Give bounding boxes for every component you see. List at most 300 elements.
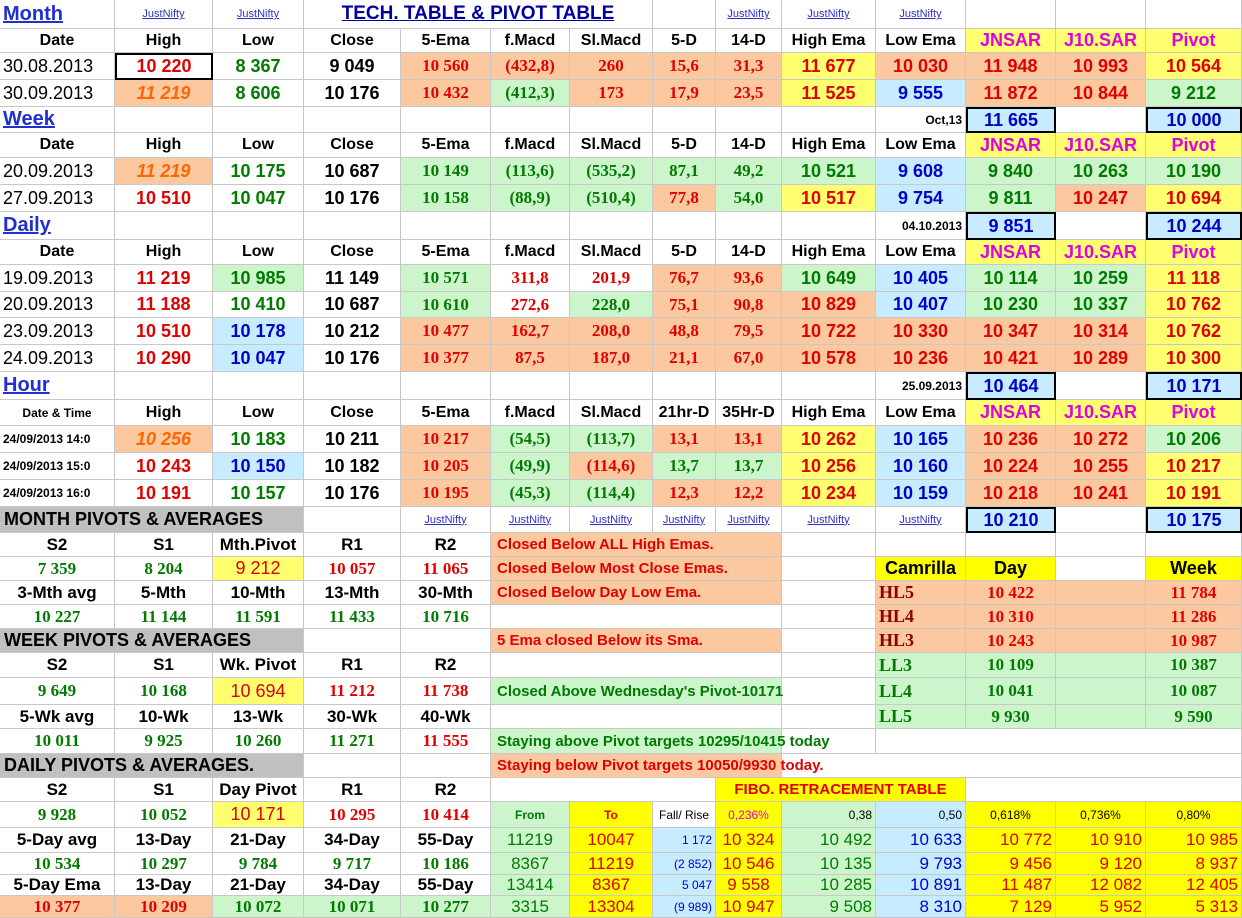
data-cell: 10 256 xyxy=(115,426,213,453)
column-header-jnsar: JNSAR xyxy=(966,400,1056,426)
column-header-slmacd: Sl.Macd xyxy=(570,400,653,426)
section-band-month-pivots: MONTH PIVOTS & AVERAGES xyxy=(0,507,304,533)
pivot-label: 13-Day xyxy=(115,828,213,853)
cell-23 xyxy=(782,212,876,240)
pivot-label: R1 xyxy=(304,778,401,802)
note-text: Staying above Pivot targets 10295/10415 today xyxy=(491,729,782,754)
data-cell: 10 578 xyxy=(782,345,876,372)
data-cell: 10 521 xyxy=(782,158,876,185)
pivot-label: 3-Mth avg xyxy=(0,581,115,605)
column-header-j10sar: J10.SAR xyxy=(1056,400,1146,426)
data-cell: 11 149 xyxy=(304,265,401,292)
section-title-week: Week xyxy=(0,107,115,133)
data-cell: 10 337 xyxy=(1056,292,1146,318)
note-text: Closed Below Most Close Emas. xyxy=(491,557,782,581)
cell-4 xyxy=(1146,0,1242,29)
target-pivot: 10 171 xyxy=(1146,372,1242,400)
column-header-fmacd: f.Macd xyxy=(491,133,570,158)
cell-18 xyxy=(401,212,491,240)
data-cell: 10 247 xyxy=(1056,185,1146,212)
data-cell: 12,2 xyxy=(716,480,782,507)
data-cell: 10 176 xyxy=(304,80,401,107)
pivot-label: S1 xyxy=(115,533,213,557)
camrilla-level: LL4 xyxy=(876,678,966,705)
fibo-header: To xyxy=(570,802,653,828)
row-date: 27.09.2013 xyxy=(0,185,115,212)
pivot-value: 11 212 xyxy=(304,678,401,705)
column-header-pivot: Pivot xyxy=(1146,133,1242,158)
data-cell: (412,3) xyxy=(491,80,570,107)
pivot-label: R2 xyxy=(401,778,491,802)
cell-3 xyxy=(1056,0,1146,29)
fibo-from: 3315 xyxy=(491,896,570,918)
column-header-d14: 14-D xyxy=(716,29,782,53)
column-header-pivot: Pivot xyxy=(1146,400,1242,426)
data-cell: 20.09.2013 xyxy=(0,292,115,318)
target-jnsar: 10 464 xyxy=(966,372,1056,400)
data-cell: 93,6 xyxy=(716,265,782,292)
cell-52 xyxy=(1056,705,1146,729)
data-cell: 10 256 xyxy=(782,453,876,480)
pivot-label: 34-Day xyxy=(304,875,401,896)
camrilla-day-value: 9 930 xyxy=(966,705,1056,729)
pivot-value: 10 534 xyxy=(0,853,115,875)
cell-24 xyxy=(1056,212,1146,240)
data-cell: 15,6 xyxy=(653,53,716,80)
cell-47 xyxy=(1056,581,1146,605)
pivot-value: 11 433 xyxy=(304,605,401,629)
justnifty-link[interactable]: JustNifty xyxy=(716,0,782,29)
pivot-value: 10 071 xyxy=(304,896,401,918)
cell-9 xyxy=(491,107,570,133)
section-title-daily: Daily xyxy=(0,212,115,240)
camrilla-week-value: 10 387 xyxy=(1146,653,1242,678)
pivot-value: 10 414 xyxy=(401,802,491,828)
pivot-value: 7 359 xyxy=(0,557,115,581)
camrilla-week-value: 10 087 xyxy=(1146,678,1242,705)
pivot-value: 10 011 xyxy=(0,729,115,754)
pivot-label: 55-Day xyxy=(401,828,491,853)
cell-35 xyxy=(304,507,401,533)
pivot-value: 10 052 xyxy=(115,802,213,828)
data-cell: 10 259 xyxy=(1056,265,1146,292)
data-cell: 10 722 xyxy=(782,318,876,345)
pivot-label: 10-Mth xyxy=(213,581,304,605)
data-cell: 10 762 xyxy=(1146,292,1242,318)
data-cell: 10 236 xyxy=(966,426,1056,453)
cell-10 xyxy=(570,107,653,133)
data-cell: 10 191 xyxy=(1146,480,1242,507)
pivot-value: 10 168 xyxy=(115,678,213,705)
column-header-slmacd: Sl.Macd xyxy=(570,240,653,265)
column-header-pivot: Pivot xyxy=(1146,29,1242,53)
column-header-low: Low xyxy=(213,29,304,53)
cell-44 xyxy=(1056,533,1146,557)
data-cell: 187,0 xyxy=(570,345,653,372)
data-cell: 10 191 xyxy=(115,480,213,507)
fibo-from: 13414 xyxy=(491,875,570,896)
data-cell: 10 300 xyxy=(1146,345,1242,372)
fibo-header: Fall/ Rise xyxy=(653,802,716,828)
data-cell: 10 694 xyxy=(1146,185,1242,212)
fibo-level: 12 405 xyxy=(1146,875,1242,896)
column-header-jnsar: JNSAR xyxy=(966,29,1056,53)
data-cell: 10 560 xyxy=(401,53,491,80)
cell-61 xyxy=(782,729,876,754)
camrilla-title: Camrilla xyxy=(876,557,966,581)
data-cell: 10 205 xyxy=(401,453,491,480)
pivot-label: Wk. Pivot xyxy=(213,653,304,678)
cell-63 xyxy=(304,754,401,778)
cell-19 xyxy=(491,212,570,240)
data-cell: 79,5 xyxy=(716,318,782,345)
data-cell: (114,4) xyxy=(570,480,653,507)
data-cell: 162,7 xyxy=(491,318,570,345)
column-header-close: Close xyxy=(304,133,401,158)
section-band-daily-pivots: DAILY PIVOTS & AVERAGES. xyxy=(0,754,304,778)
fibo-to: 8367 xyxy=(570,875,653,896)
data-cell: 23,5 xyxy=(716,80,782,107)
pivot-value: 9 928 xyxy=(0,802,115,828)
camrilla-week-value: 10 987 xyxy=(1146,629,1242,653)
note-text: 5 Ema closed Below its Sma. xyxy=(491,629,782,653)
target-date: 04.10.2013 xyxy=(876,212,966,240)
pivot-value: 10 186 xyxy=(401,853,491,875)
data-cell: 48,8 xyxy=(653,318,716,345)
data-cell: 10 030 xyxy=(876,53,966,80)
fibo-level: 5 952 xyxy=(1056,896,1146,918)
column-header-high: High xyxy=(115,400,213,426)
cell-50 xyxy=(1056,653,1146,678)
data-cell: 10 262 xyxy=(782,426,876,453)
cell-49 xyxy=(1056,629,1146,653)
fibo-fall-rise: (9 989) xyxy=(653,896,716,918)
cell-1 xyxy=(653,0,716,29)
pivot-label: 30-Mth xyxy=(401,581,491,605)
data-cell: 10 564 xyxy=(1146,53,1242,80)
data-cell: 10 272 xyxy=(1056,426,1146,453)
note-text: Closed Above Wednesday's Pivot-10171 xyxy=(491,678,782,705)
cell-2 xyxy=(966,0,1056,29)
data-cell: 10 829 xyxy=(782,292,876,318)
cell-6 xyxy=(213,107,304,133)
cell-38 xyxy=(782,533,876,557)
data-cell: 11 188 xyxy=(115,292,213,318)
data-cell: 10 571 xyxy=(401,265,491,292)
data-cell: 10 224 xyxy=(966,453,1056,480)
data-cell: 10 195 xyxy=(401,480,491,507)
pivot-label: 5-Day Ema xyxy=(0,875,115,896)
cell-39 xyxy=(782,557,876,581)
data-cell: 311,8 xyxy=(491,265,570,292)
data-cell: 10 255 xyxy=(1056,453,1146,480)
note-text: Staying below Pivot targets 10050/9930 today. xyxy=(491,754,782,778)
column-header-high_ema: High Ema xyxy=(782,240,876,265)
column-header-low_ema: Low Ema xyxy=(876,240,966,265)
pivot-value: 10 295 xyxy=(304,802,401,828)
pivot-value: 9 717 xyxy=(304,853,401,875)
cell-37 xyxy=(491,605,782,629)
target-jnsar: 10 210 xyxy=(966,507,1056,533)
column-header-hr21: 21hr-D xyxy=(653,400,716,426)
target-pivot: 10 000 xyxy=(1146,107,1242,133)
cell-8 xyxy=(401,107,491,133)
data-cell: 24.09.2013 xyxy=(0,345,115,372)
data-cell: 10 510 xyxy=(115,185,213,212)
fibo-to: 10047 xyxy=(570,828,653,853)
pivot-value: 10 057 xyxy=(304,557,401,581)
column-header-date: Date xyxy=(0,29,115,53)
data-cell: (535,2) xyxy=(570,158,653,185)
data-cell: 10 844 xyxy=(1056,80,1146,107)
justnifty-link[interactable]: JustNifty xyxy=(876,507,966,533)
data-cell: 10 290 xyxy=(115,345,213,372)
data-cell: 23.09.2013 xyxy=(0,318,115,345)
pivot-value: 9 925 xyxy=(115,729,213,754)
data-cell: 77,8 xyxy=(653,185,716,212)
data-cell: 87,5 xyxy=(491,345,570,372)
data-cell: 10 347 xyxy=(966,318,1056,345)
data-cell: (113,6) xyxy=(491,158,570,185)
pivot-value: 10 209 xyxy=(115,896,213,918)
data-cell: 10 211 xyxy=(304,426,401,453)
data-cell: 31,3 xyxy=(716,53,782,80)
data-cell: 9 555 xyxy=(876,80,966,107)
data-cell: 10 047 xyxy=(213,345,304,372)
row-date: 30.09.2013 xyxy=(0,80,115,107)
note-text: Closed Below Day Low Ema. xyxy=(491,581,782,605)
pivot-value: 10 072 xyxy=(213,896,304,918)
column-header-high: High xyxy=(115,29,213,53)
column-header-d5: 5-D xyxy=(653,240,716,265)
column-header-d5: 5-D xyxy=(653,133,716,158)
data-cell: 10 432 xyxy=(401,80,491,107)
fibo-level: 12 082 xyxy=(1056,875,1146,896)
data-cell: 10 236 xyxy=(876,345,966,372)
data-cell: 10 410 xyxy=(213,292,304,318)
data-cell: 10 421 xyxy=(966,345,1056,372)
cell-29 xyxy=(491,372,570,400)
cell-13 xyxy=(782,107,876,133)
data-cell: 10 517 xyxy=(782,185,876,212)
pivot-label: 10-Wk xyxy=(115,705,213,729)
cell-64 xyxy=(401,754,491,778)
data-cell: 12,3 xyxy=(653,480,716,507)
cell-15 xyxy=(115,212,213,240)
fibo-level: 11 487 xyxy=(966,875,1056,896)
camrilla-day-value: 10 109 xyxy=(966,653,1056,678)
pivot-label: R1 xyxy=(304,653,401,678)
data-cell: 24/09/2013 15:0 xyxy=(0,453,115,480)
data-cell: 10 190 xyxy=(1146,158,1242,185)
pivot-label: S1 xyxy=(115,653,213,678)
data-cell: 8 367 xyxy=(213,53,304,80)
pivot-label: S1 xyxy=(115,778,213,802)
pivot-label: 55-Day xyxy=(401,875,491,896)
pivot-label: R2 xyxy=(401,653,491,678)
data-cell: 10 047 xyxy=(213,185,304,212)
column-header-low_ema: Low Ema xyxy=(876,133,966,158)
fibo-from: 11219 xyxy=(491,828,570,853)
data-cell: 17,9 xyxy=(653,80,716,107)
fibo-level: 5 313 xyxy=(1146,896,1242,918)
pivot-label: R1 xyxy=(304,533,401,557)
data-cell: 272,6 xyxy=(491,292,570,318)
justnifty-link[interactable]: JustNifty xyxy=(876,0,966,29)
data-cell: 11 948 xyxy=(966,53,1056,80)
data-cell: 201,9 xyxy=(570,265,653,292)
data-cell: 10 407 xyxy=(876,292,966,318)
data-cell: 10 114 xyxy=(966,265,1056,292)
fibo-to: 13304 xyxy=(570,896,653,918)
fibo-level: 9 558 xyxy=(716,875,782,896)
column-header-ema5: 5-Ema xyxy=(401,400,491,426)
cell-26 xyxy=(213,372,304,400)
justnifty-link[interactable]: JustNifty xyxy=(782,0,876,29)
pivot-label: 5-Day avg xyxy=(0,828,115,853)
cell-54 xyxy=(401,629,491,653)
data-cell: 10 230 xyxy=(966,292,1056,318)
fibo-level: 9 456 xyxy=(966,853,1056,875)
column-header-fmacd: f.Macd xyxy=(491,400,570,426)
cell-5 xyxy=(115,107,213,133)
row-date: 30.08.2013 xyxy=(0,53,115,80)
fibo-header: 0,736% xyxy=(1056,802,1146,828)
camrilla-level: HL4 xyxy=(876,605,966,629)
section-title-hour: Hour xyxy=(0,372,115,400)
pivot-label: 13-Mth xyxy=(304,581,401,605)
fibo-header: 0,50 xyxy=(876,802,966,828)
data-cell: 10 217 xyxy=(1146,453,1242,480)
data-cell: (88,9) xyxy=(491,185,570,212)
data-cell: 10 687 xyxy=(304,158,401,185)
justnifty-link[interactable]: JustNifty xyxy=(716,507,782,533)
fibo-level: 10 324 xyxy=(716,828,782,853)
column-header-jnsar: JNSAR xyxy=(966,240,1056,265)
fibo-title: FIBO. RETRACEMENT TABLE xyxy=(716,778,966,802)
pivot-value: 9 784 xyxy=(213,853,304,875)
data-cell: 9 754 xyxy=(876,185,966,212)
data-cell: 10 510 xyxy=(115,318,213,345)
data-cell: 10 159 xyxy=(876,480,966,507)
justnifty-link[interactable]: JustNifty xyxy=(213,0,304,29)
data-cell: 13,1 xyxy=(653,426,716,453)
cell-36 xyxy=(1056,507,1146,533)
data-cell: 24/09/2013 14:0 xyxy=(0,426,115,453)
data-cell: 10 263 xyxy=(1056,158,1146,185)
data-cell: 10 183 xyxy=(213,426,304,453)
row-date: 20.09.2013 xyxy=(0,158,115,185)
fibo-level: 9 793 xyxy=(876,853,966,875)
cell-56 xyxy=(491,653,782,678)
justnifty-link[interactable]: JustNifty xyxy=(491,507,570,533)
fibo-fall-rise: (2 852) xyxy=(653,853,716,875)
data-cell: 10 150 xyxy=(213,453,304,480)
column-header-low_ema: Low Ema xyxy=(876,400,966,426)
cell-21 xyxy=(653,212,716,240)
column-header-ema5: 5-Ema xyxy=(401,240,491,265)
cell-41 xyxy=(782,605,876,629)
justnifty-link[interactable]: JustNifty xyxy=(115,0,213,29)
justnifty-link[interactable]: JustNifty xyxy=(401,507,491,533)
data-cell: 10 175 xyxy=(213,158,304,185)
pivot-label: 21-Day xyxy=(213,875,304,896)
column-header-date: Date xyxy=(0,240,115,265)
justnifty-link[interactable]: JustNifty xyxy=(653,507,716,533)
camrilla-level: LL5 xyxy=(876,705,966,729)
camrilla-day-value: 10 422 xyxy=(966,581,1056,605)
data-cell: (49,9) xyxy=(491,453,570,480)
target-pivot: 10 244 xyxy=(1146,212,1242,240)
data-cell: (54,5) xyxy=(491,426,570,453)
data-cell: 10 218 xyxy=(966,480,1056,507)
column-header-j10sar: J10.SAR xyxy=(1056,133,1146,158)
pivot-value: 9 212 xyxy=(213,557,304,581)
note-text: Closed Below ALL High Emas. xyxy=(491,533,782,557)
fibo-header: 0,236% xyxy=(716,802,782,828)
pivot-value: 10 171 xyxy=(213,802,304,828)
column-header-d14: 14-D xyxy=(716,133,782,158)
cell-25 xyxy=(115,372,213,400)
fibo-level: 9 120 xyxy=(1056,853,1146,875)
fibo-level: 10 985 xyxy=(1146,828,1242,853)
column-header-ema5: 5-Ema xyxy=(401,29,491,53)
data-cell: 24/09/2013 16:0 xyxy=(0,480,115,507)
data-cell: 10 985 xyxy=(213,265,304,292)
data-cell: (432,8) xyxy=(491,53,570,80)
pivot-value: 10 297 xyxy=(115,853,213,875)
data-cell: 10 687 xyxy=(304,292,401,318)
cell-53 xyxy=(304,629,401,653)
pivot-label: S2 xyxy=(0,533,115,557)
data-cell: 10 243 xyxy=(115,453,213,480)
data-cell: 11 677 xyxy=(782,53,876,80)
data-cell: 10 149 xyxy=(401,158,491,185)
data-cell: 10 176 xyxy=(304,480,401,507)
section-title-month: Month xyxy=(0,0,115,29)
column-header-high: High xyxy=(115,240,213,265)
pivot-value: 11 555 xyxy=(401,729,491,754)
fibo-to: 11219 xyxy=(570,853,653,875)
data-cell: 11 219 xyxy=(115,265,213,292)
column-header-fmacd: f.Macd xyxy=(491,240,570,265)
justnifty-link[interactable]: JustNifty xyxy=(782,507,876,533)
cell-27 xyxy=(304,372,401,400)
data-cell: 87,1 xyxy=(653,158,716,185)
target-jnsar: 11 665 xyxy=(966,107,1056,133)
pivot-label: 13-Day xyxy=(115,875,213,896)
cell-59 xyxy=(782,678,876,705)
column-header-high_ema: High Ema xyxy=(782,29,876,53)
data-cell: 11 219 xyxy=(115,80,213,107)
cell-22 xyxy=(716,212,782,240)
cell-28 xyxy=(401,372,491,400)
cell-34 xyxy=(1056,372,1146,400)
data-cell: 10 165 xyxy=(876,426,966,453)
justnifty-link[interactable]: JustNifty xyxy=(570,507,653,533)
fibo-header: 0,38 xyxy=(782,802,876,828)
cell-7 xyxy=(304,107,401,133)
data-cell: 10 330 xyxy=(876,318,966,345)
data-cell: 10 610 xyxy=(401,292,491,318)
data-cell: 10 220 xyxy=(115,53,213,80)
data-cell: (510,4) xyxy=(570,185,653,212)
data-cell: 260 xyxy=(570,53,653,80)
fibo-level: 10 772 xyxy=(966,828,1056,853)
pivot-value: 9 649 xyxy=(0,678,115,705)
column-header-j10sar: J10.SAR xyxy=(1056,240,1146,265)
pivot-label: 13-Wk xyxy=(213,705,304,729)
